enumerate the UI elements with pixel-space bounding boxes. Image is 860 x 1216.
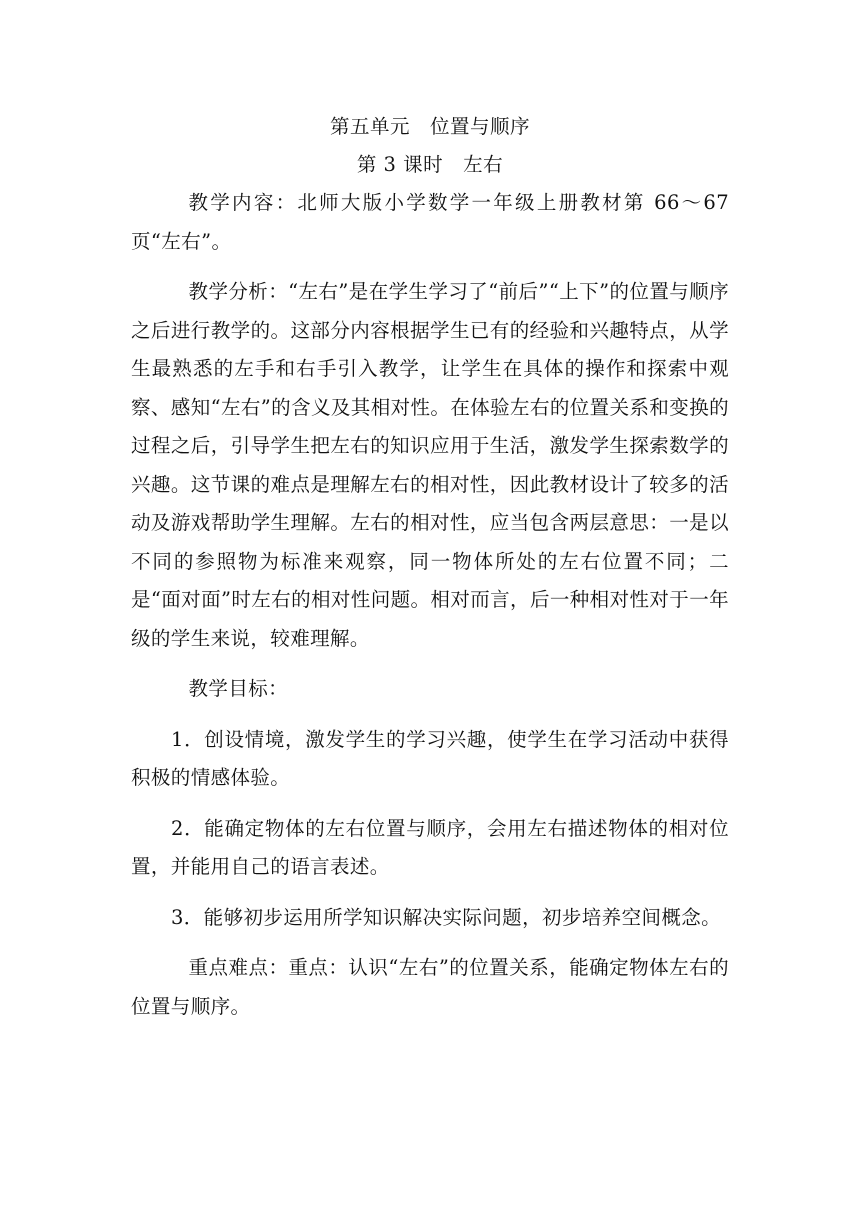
document-body: [131, 108, 729, 1038]
key-points-paragraph: 重点难点：重点：认识“左右”的位置关系，能确定物体左右的位置与顺序。: [131, 956, 729, 1018]
lesson-title: 第 3 课时 左右: [356, 153, 504, 176]
goal-item-3: 3．能够初步运用所学知识解决实际问题，初步培养空间概念。: [170, 905, 722, 929]
goal-item-1: 1．创设情境，激发学生的学习兴趣，使学生在学习活动中获得积极的情感体验。: [131, 727, 729, 789]
teaching-content-paragraph: 教学内容：北师大版小学数学一年级上册教材第 66～67 页“左右”。: [131, 191, 729, 253]
teaching-goals-heading: 教学目标：: [188, 677, 289, 700]
unit-title: 第五单元 位置与顺序: [329, 115, 530, 138]
teaching-analysis-paragraph: 教学分析：“左右”是在学生学习了“前后”“上下”的位置与顺序之后进行教学的。这部分内容根据学生已有的经验和兴趣特点，从学生最熟悉的左手和右手引入教学，让学生在具体的操作和探索中观察、感知“左右”的含义及其相对性。在体验左右的位置关系和变换的过程之后，引导学生把左右的知识应用于生活，激发学生探索数学的兴趣。这节课的难点是理解左右的相对性，因此教材设计了较多的活动及游戏帮助学生理解。左右的相对性，应当包含两层意思：一是以不同的参照物为标准来观察，同一物体所处的左右位置不同；二是“面对面”时左右的相对性问题。相对而言，后一种相对性对于一年级的学生来说，较难理解。: [131, 280, 729, 650]
goal-item-2: 2．能确定物体的左右位置与顺序，会用左右描述物体的相对位置，并能用自己的语言表述。: [131, 816, 729, 878]
